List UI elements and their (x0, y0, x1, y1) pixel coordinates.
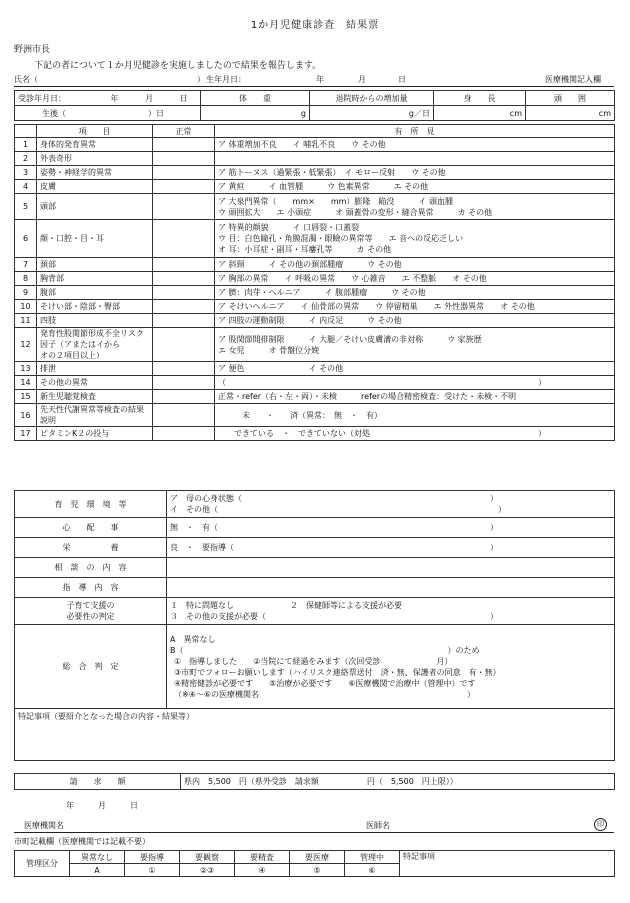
finding-line: ア 胸部の異常 イ 呼吸の異常 ウ 心雑音 エ 不整脈 オ その他 (218, 274, 487, 283)
notes-label: 特記事項（要紹介となった場合の内容・結果等） (18, 712, 194, 721)
item-label: 四肢 (37, 314, 153, 328)
assessment-value[interactable] (167, 578, 615, 598)
exam-item-row (15, 314, 615, 328)
exam-item-row (15, 220, 615, 258)
exam-item-row (15, 272, 615, 286)
billing-table (14, 773, 615, 790)
head-header: 頭 囲 (526, 91, 615, 106)
intro-text: 下記の者について１か月児健診を実施しましたので結果を報告します。 (34, 61, 322, 71)
finding-line: ウ 目：白色瞳孔・角膜混濁・眼瞼の異常等 エ 音への反応乏しい (218, 234, 464, 243)
mgmt-col-header: 異常なし (70, 851, 125, 864)
assessment-row (15, 558, 615, 578)
item-number: 9 (15, 286, 37, 300)
exam-item-row (15, 166, 615, 180)
finding-line: 未 ・ 済（異常： 無 ・ 有） (218, 410, 382, 420)
assessment-value[interactable] (167, 538, 615, 558)
findings-cell[interactable] (215, 314, 615, 328)
age-unit: ）日 (148, 108, 164, 118)
head-unit[interactable]: cm (526, 106, 615, 121)
item-label: そけい部・陰部・臀部 (37, 300, 153, 314)
judgement-line: （※④～⑥の医療機関名 ） (174, 689, 476, 699)
finding-line: ア 臍：肉芽・ヘルニア イ 腹部腫瘤 ウ その他 (218, 288, 426, 297)
assessment-label: 相 談 の 内 容 (15, 558, 167, 578)
assessment-value[interactable] (167, 558, 615, 578)
item-number: 17 (15, 427, 37, 441)
finding-line: できている ・ できていない（対処 ） (218, 429, 546, 438)
assessment-row (15, 598, 615, 625)
exam-item-row (15, 390, 615, 404)
item-label: その他の異常 (37, 376, 153, 390)
exam-item-row (15, 152, 615, 166)
exam-item-row (15, 427, 615, 441)
name-label: 氏名（ (14, 75, 38, 84)
item-label: 発育性股関節形成不全リスク因子（アまたはイから オの２項目以上） (37, 328, 153, 362)
item-label: 胸背部 (37, 272, 153, 286)
item-number: 14 (15, 376, 37, 390)
assessment-value[interactable] (167, 518, 615, 538)
judgement-line: ① 指導しました ②当院にて経過をみます（次回受診 月） (174, 656, 453, 666)
item-label: 皮膚 (37, 180, 153, 194)
normal-cell[interactable] (153, 404, 215, 427)
judgement-options[interactable] (167, 625, 615, 709)
judgement-line: A 異常なし (170, 634, 216, 644)
item-label: 排泄 (37, 362, 153, 376)
mgmt-col-value[interactable]: A (70, 864, 125, 877)
judgement-line: ④精密健診が必要です ⑤治療が必要です ⑥医療機関で治療中（管理中）です (174, 678, 476, 688)
findings-cell[interactable] (215, 220, 615, 258)
item-label: 新生児聴覚検査 (37, 390, 153, 404)
item-number: 12 (15, 328, 37, 362)
findings-cell[interactable] (215, 286, 615, 300)
height-header: 身 長 (434, 91, 526, 106)
mgmt-col-header: 要観察 (180, 851, 235, 864)
clinic-note: 医療機関記入欄 (545, 75, 601, 84)
normal-cell[interactable] (153, 300, 215, 314)
col-item: 項 目 (37, 125, 153, 138)
assessment-label: 子育て支援の 必要性の判定 (15, 598, 167, 625)
judgement-label: 総 合 判 定 (15, 625, 167, 709)
item-number: 13 (15, 362, 37, 376)
assessment-row (15, 538, 615, 558)
assessment-label: 心 配 事 (15, 518, 167, 538)
birth-year: 年 (316, 75, 324, 84)
normal-cell[interactable] (153, 180, 215, 194)
assessment-label: 指 導 内 容 (15, 578, 167, 598)
normal-cell[interactable] (153, 272, 215, 286)
assessment-row (15, 578, 615, 598)
finding-line: （ ） (218, 378, 546, 387)
item-label: ビタミンK２の投与 (37, 427, 153, 441)
item-number: 1 (15, 138, 37, 152)
weight-unit[interactable]: g (201, 106, 310, 121)
col-normal: 正常 (153, 125, 215, 138)
exam-item-row (15, 362, 615, 376)
assessment-value[interactable] (167, 491, 615, 518)
assessment-label: 栄 養 (15, 538, 167, 558)
item-number: 3 (15, 166, 37, 180)
mgmt-col-header: 管理中 (345, 851, 400, 864)
finding-line: ア 便色 イ その他 (218, 364, 344, 373)
normal-cell[interactable] (153, 166, 215, 180)
normal-cell[interactable] (153, 194, 215, 220)
mgmt-col-header: 要医療 (290, 851, 345, 864)
judgement-line: B（ ）のため (170, 645, 480, 655)
item-label: 頚部 (37, 258, 153, 272)
finding-line: ア 特異的顔貌 イ 口唇裂・口蓋裂 (218, 223, 360, 232)
finding-line: エ 女児 オ 骨盤位分娩 (218, 345, 320, 355)
finding-line: ア 黄疸 イ 血管腫 ウ 色素異常 エ その他 (218, 182, 429, 191)
mgmt-notes[interactable]: 特記事項 (400, 851, 615, 877)
assessment-row (15, 491, 615, 518)
mgmt-label: 管理区分 (15, 851, 70, 877)
assessment-table (14, 490, 615, 761)
page-title: 1か月児健康診査 結果票 (250, 20, 380, 31)
mgmt-col-value[interactable]: ① (125, 864, 180, 877)
findings-cell[interactable] (215, 180, 615, 194)
col-findings: 有 所 見 (215, 125, 615, 138)
exam-item-row (15, 376, 615, 390)
item-number: 15 (15, 390, 37, 404)
findings-cell[interactable] (215, 362, 615, 376)
finding-line: ア 筋トーヌス（過緊張・低緊張） イ モロー反射 ウ その他 (218, 168, 446, 177)
findings-cell[interactable] (215, 300, 615, 314)
normal-cell[interactable] (153, 376, 215, 390)
report-date: 年 月 日 (66, 801, 138, 810)
item-label: 腹部 (37, 286, 153, 300)
assessment-line: ３ その他の支援が必要（ ） (170, 612, 498, 621)
assessment-line: 無 ・ 有（ ） (170, 523, 498, 532)
judgement-row (15, 625, 615, 709)
exam-item-row (15, 300, 615, 314)
municipal-note: 市町記載欄（医療機関では記載不要） (14, 837, 150, 846)
height-unit[interactable]: cm (434, 106, 526, 121)
item-label: 頭部 (37, 194, 153, 220)
addressee: 野洲市長 (14, 45, 51, 55)
weight-header: 体 重 (201, 91, 310, 106)
exam-item-row (15, 180, 615, 194)
exam-item-row (15, 404, 615, 427)
normal-cell[interactable] (153, 138, 215, 152)
item-label: 外表奇形 (37, 152, 153, 166)
seal-icon: 印 (594, 818, 607, 831)
item-label: 身体的発育異常 (37, 138, 153, 152)
item-number: 8 (15, 272, 37, 286)
mgmt-col-value[interactable]: ⑥ (345, 864, 400, 877)
finding-line: ア 大泉門異常（ mm× mm）膨隆 陥没 イ 頭血腫 (218, 196, 453, 206)
item-label: 先天性代謝異常等検査の結果説明 (37, 404, 153, 427)
item-number: 2 (15, 152, 37, 166)
normal-cell[interactable] (153, 258, 215, 272)
exam-date-label: 受診年月日： (18, 93, 66, 103)
finding-line: ア そけいヘルニア イ 仙骨部の異常 ウ 停留精巣 エ 外性器異常 オ その他 (218, 302, 535, 311)
assessment-line: １ 特に問題なし ２ 保健師等による支援が必要 (170, 601, 402, 610)
assessment-label: 育 児 環 境 等 (15, 491, 167, 518)
finding-line: ア 股関節開排制限 イ 大腿／そけい皮膚溝の非対称 ウ 家族歴 (218, 334, 482, 344)
mgmt-col-value[interactable]: ②③ (180, 864, 235, 877)
normal-cell[interactable] (153, 362, 215, 376)
item-number: 11 (15, 314, 37, 328)
finding-line: ア 斜頸 イ その他の頚部腫瘤 ウ その他 (218, 260, 402, 269)
gain-header: 退院時からの増加量 (310, 91, 434, 106)
item-number: 7 (15, 258, 37, 272)
birth-day: 日 (398, 75, 406, 84)
findings-cell[interactable] (215, 166, 615, 180)
finding-line: オ 耳：小耳症・副耳・耳瘻孔等 カ その他 (218, 245, 392, 254)
exam-item-row (15, 138, 615, 152)
exam-item-row (15, 286, 615, 300)
billing-label: 請 求 額 (15, 774, 181, 790)
normal-cell[interactable] (153, 427, 215, 441)
item-number: 10 (15, 300, 37, 314)
item-number: 4 (15, 180, 37, 194)
findings-cell[interactable] (215, 427, 615, 441)
finding-line: ウ 頭囲拡大 エ 小頭症 オ 頭蓋骨の変形・縫合異常 カ その他 (218, 207, 493, 217)
assessment-value[interactable] (167, 598, 615, 625)
exam-item-row (15, 194, 615, 220)
findings-cell[interactable] (215, 194, 615, 220)
birth-label: 生年月日： (206, 75, 246, 84)
name-close: ） (197, 75, 205, 84)
billing-value[interactable]: 県内 5,500 円（県外受診 請求額 円（ 5,500 円上限）） (181, 774, 615, 790)
item-label: 顔・口腔・目・耳 (37, 220, 153, 258)
age-label: 生後（ (42, 108, 66, 118)
finding-line: ア 体重増加不良 イ 哺乳不良 ウ その他 (218, 140, 386, 149)
mgmt-col-value[interactable]: ⑤ (290, 864, 345, 877)
gain-unit[interactable]: g／日 (310, 106, 434, 121)
notes-row (15, 709, 615, 761)
clinic-name-label: 医療機関名 (24, 821, 64, 830)
findings-cell[interactable] (215, 328, 615, 362)
doctor-name-label: 医師名 (366, 821, 390, 830)
item-number: 5 (15, 194, 37, 220)
assessment-line: ア 母の心身状態（ ） (170, 494, 498, 503)
assessment-line: 良 ・ 要指導（ ） (170, 543, 498, 552)
normal-cell[interactable] (153, 286, 215, 300)
normal-cell[interactable] (153, 390, 215, 404)
assessment-line: イ その他（ ） (170, 505, 506, 514)
judgement-line: ③市町でフォローお願いします（ハイリスク連絡票送付 済・無、保護者の同意 有・無） (174, 667, 501, 677)
exam-items-table (14, 124, 615, 441)
normal-cell[interactable] (153, 328, 215, 362)
finding-line: 正常・refer（右・左・両）・未検 referの場合精密検査：受けた・未検・不明 (218, 392, 517, 401)
item-number: 16 (15, 404, 37, 427)
notes-area[interactable] (15, 709, 615, 761)
management-table (14, 850, 615, 877)
item-number: 6 (15, 220, 37, 258)
findings-cell[interactable] (215, 272, 615, 286)
assessment-row (15, 518, 615, 538)
mgmt-col-header: 要指導 (125, 851, 180, 864)
findings-cell[interactable] (215, 390, 615, 404)
item-label: 姿勢・神経学的異常 (37, 166, 153, 180)
birth-month: 月 (358, 75, 366, 84)
mgmt-col-value[interactable]: ④ (235, 864, 290, 877)
findings-cell[interactable] (215, 152, 615, 166)
measurement-table: 受診年月日： 年 月 日 体 重 退院時からの増加量 身 長 頭 囲 生後（ ）日 g g／日 cm cm (14, 90, 615, 121)
normal-cell[interactable] (153, 314, 215, 328)
exam-item-row (15, 328, 615, 362)
findings-cell[interactable] (215, 404, 615, 427)
findings-cell[interactable] (215, 376, 615, 390)
findings-cell[interactable] (215, 258, 615, 272)
mgmt-col-header: 要精査 (235, 851, 290, 864)
normal-cell[interactable] (153, 152, 215, 166)
normal-cell[interactable] (153, 220, 215, 258)
findings-cell[interactable] (215, 138, 615, 152)
finding-line: ア 四肢の運動制限 イ 内反足 ウ その他 (218, 316, 402, 325)
exam-item-row (15, 258, 615, 272)
